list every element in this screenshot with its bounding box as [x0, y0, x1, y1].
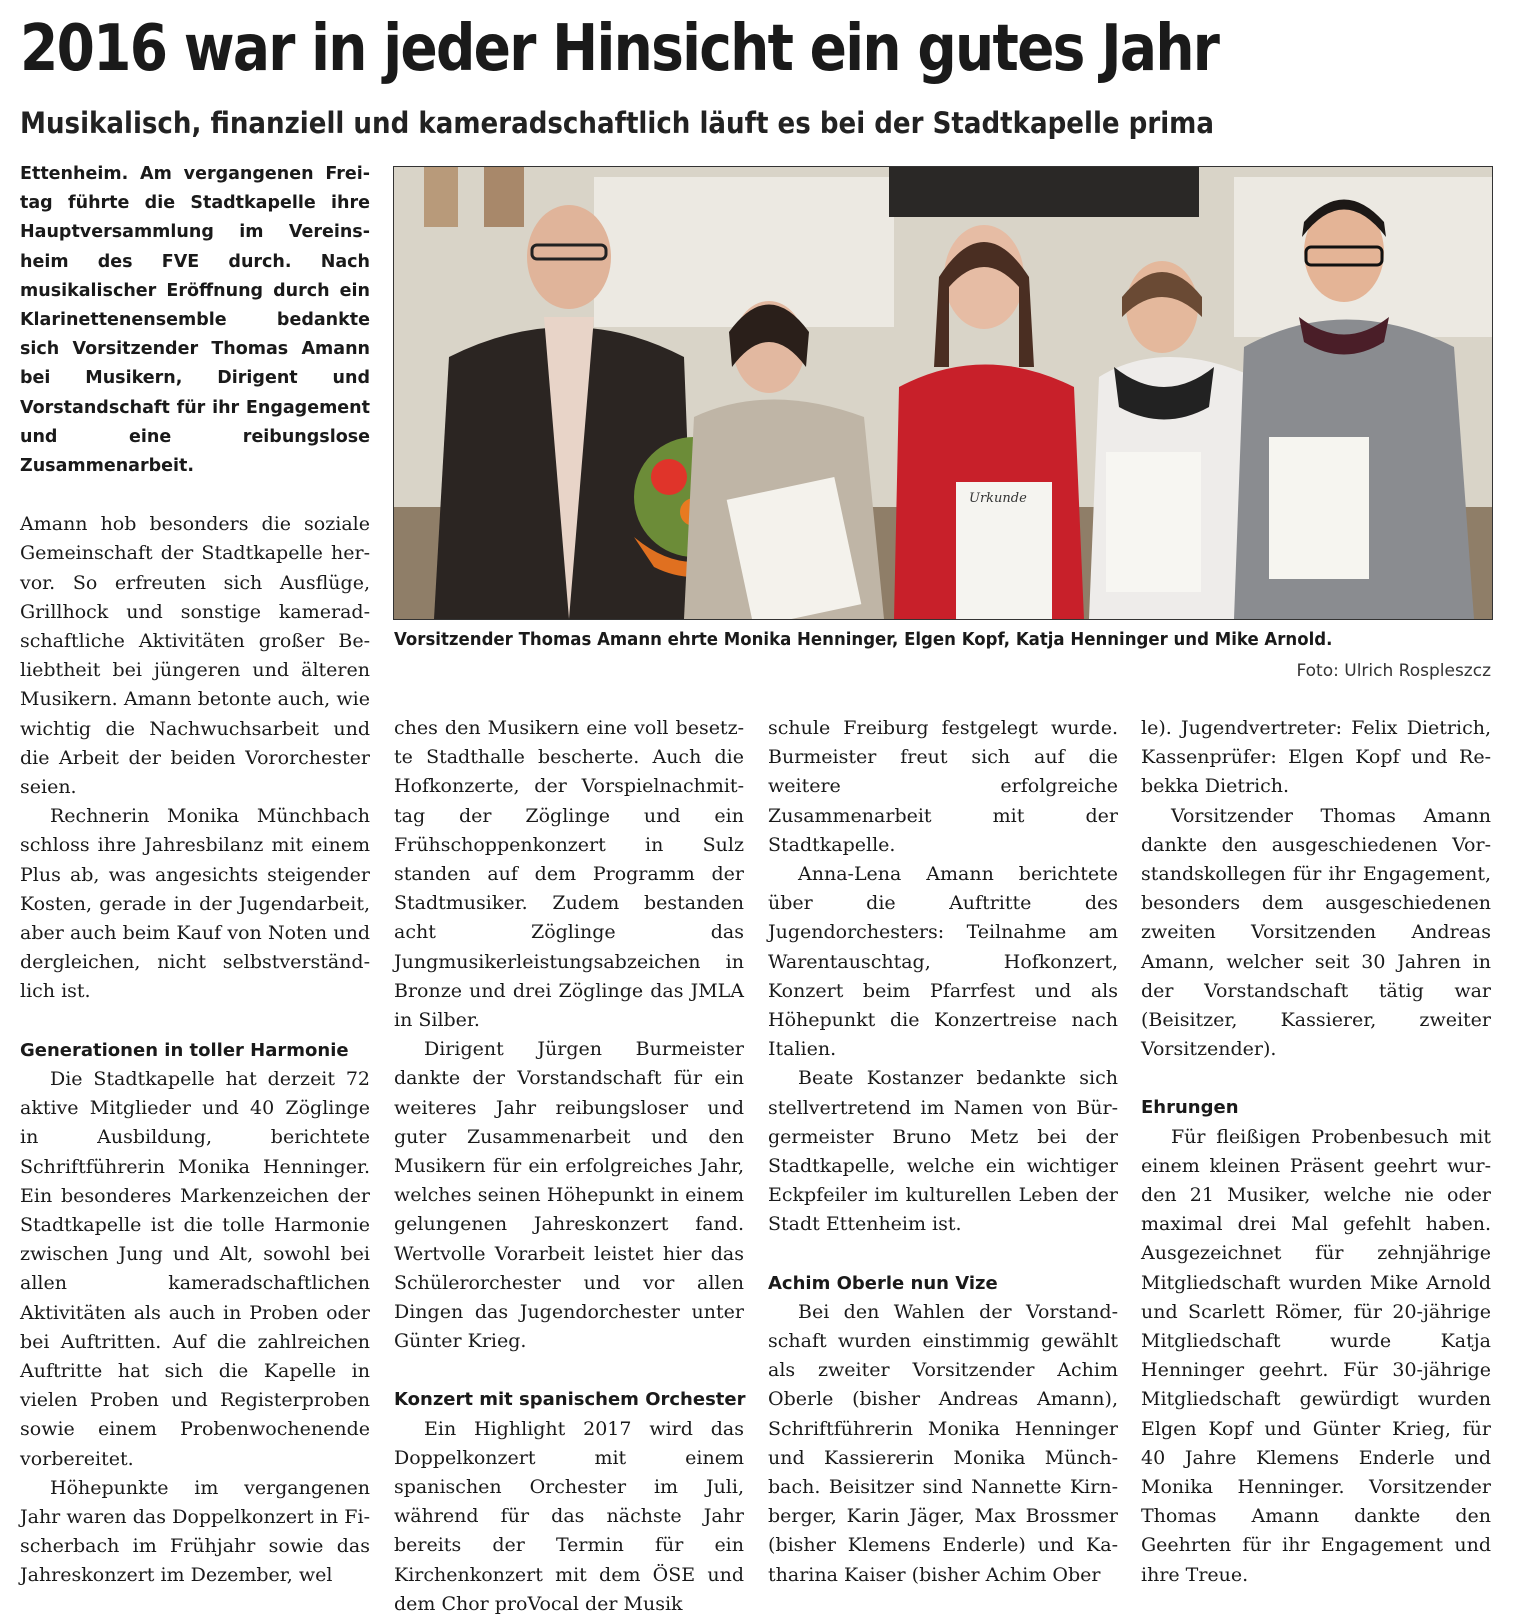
article-column-2: [394, 714, 744, 1619]
paragraph: Bei den Wahlen der Vorstandschaft wurden einstimmig gewählt als zweiter Vorsitzender Achim Oberle (bisher Andreas Amann), Schriftführerin Monika Henninger und Kassiererin Monika Münchbach. Beisitzer sind Nannette Kirnberger, Karin Jäger, Max Brossmer (bisher Klemens Enderle) und Katharina Kaiser (bisher Achim Ober: [768, 1300, 1118, 1586]
paragraph: Amann hob besonders die soziale Gemeinschaft der Stadtkapelle hervor. So erfreuten sich Ausflüge, Grillhock und sonstige kameradschaftliche Aktivitäten großer Beliebtheit bei jüngeren und älteren Musikern. Amann betonte auch, wie wichtig die Nachwuchsarbeit und die Arbeit der beiden Vororchester seien.: [20, 513, 370, 799]
lead-paragraph: Ettenheim. Am vergangenen Freitag führte die Stadtkapelle ihre Hauptversammlung im Vereinsheim des FVE durch. Nach musikalischer Eröffnung durch ein Klarinettenensemble bedankte sich Vorsitzender Thomas Amann bei Musikern, Dirigent und Vorstandschaft für ihr Engagement und eine reibungslose Zusammenarbeit.: [20, 164, 370, 477]
certificate-text: Urkunde: [969, 491, 1027, 506]
paragraph: le). Jugendvertreter: Felix Dietrich, Kassenprüfer: Elgen Kopf und Rebekka Dietrich.: [1141, 717, 1491, 798]
article-column-4: [1141, 714, 1491, 1590]
article-photo: [393, 166, 1493, 620]
paragraph: Für fleißigen Probenbesuch mit einem kleinen Präsent geehrt wurden 21 Musiker, welche nie oder maximal drei Mal gefehlt haben. Ausgezeichnet für zehnjährige Mitgliedschaft wurden Mike Arnold und Scarlett Römer, für 20-jährige Mitgliedschaft wurde Katja Henninger geehrt. Für 30-jährige Mitgliedschaft gewürdigt wurden Elgen Kopf und Günter Krieg, für 40 Jahre Klemens Enderle und Monika Henninger. Vorsitzender Thomas Amann dankte den Geehrten für ihr Engagement und ihre Treue.: [1141, 1125, 1491, 1586]
paragraph: Ein Highlight 2017 wird das Doppelkonzert mit einem spanischen Orchester im Juli, während für das nächste Jahr bereits der Termin für ein Kirchenkonzert mit dem ÖSE und dem Chor proVocal der Musik: [394, 1417, 744, 1615]
paragraph: Dirigent Jürgen Burmeister dankte der Vorstandschaft für ein weiteres Jahr reibungsloser und guter Zusammenarbeit und den Musikern für ein erfolgreiches Jahr, welches seinen Höhepunkt in einem gelungenen Jahreskonzert fand. Wertvolle Vorarbeit leistet hier das Schülerorchester und vor allen Dingen das Jugendorchester unter Günter Krieg.: [394, 1038, 744, 1353]
paragraph: ches den Musikern eine voll besetzte Stadthalle bescherte. Auch die Hofkonzerte, der Vorspielnachmittag der Zöglinge und ein Frühschoppenkonzert in Sulz standen auf dem Programm der Stadtmusiker. Zudem bestanden acht Zöglinge das Jungmusikerleistungsabzeichen in Bronze und drei Zöglinge das JMLA in Silber.: [394, 717, 744, 1032]
paragraph: Beate Kostanzer bedankte sich stellvertretend im Namen von Bürgermeister Bruno Metz bei der Stadtkapelle, welche ein wichtiger Eckpfeiler im kulturellen Leben der Stadt Ettenheim ist.: [768, 1067, 1118, 1236]
paragraph: Anna-Lena Amann berichtete über die Auftritte des Jugendorchesters: Teilnahme am Warentauschtag, Hofkonzert, Konzert beim Pfarrfest und als Höhepunkt die Konzertreise nach Italien.: [768, 863, 1118, 1061]
paragraph: Die Stadtkapelle hat derzeit 72 aktive Mitglieder und 40 Zöglinge in Ausbildung, berichtete Schriftführerin Monika Henninger. Ein besonderes Markenzeichen der Stadtkapelle ist die tolle Harmonie zwischen Jung und Alt, sowohl bei allen kameradschaftlichen Aktivitäten als auch in Proben oder bei Auftritten. Auf die zahlreichen Auftritte hat sich die Kapelle in vielen Proben und Registerproben sowie einem Probenwochenende vorbereitet.: [20, 1067, 370, 1470]
section-heading: Ehrungen: [1141, 1097, 1239, 1119]
paragraph: schule Freiburg festgelegt wurde. Burmeister freut sich auf die weitere erfolgreiche Zusammenarbeit mit der Stadtkapelle.: [768, 717, 1118, 856]
section-heading: Generationen in toller Harmonie: [20, 1039, 349, 1061]
photo-credit: Foto: Ulrich Rospleszcz: [1296, 661, 1491, 681]
headline: 2016 war in jeder Hinsicht ein gutes Jahr: [20, 12, 1219, 86]
paragraph: Vorsitzender Thomas Amann dankte den ausgeschiedenen Vorstandskollegen für ihr Engagement, besonders dem ausgeschiedenen zweiten Vorsitzenden Andreas Amann, welcher seit 30 Jahren in der Vorstandschaft tätig war (Beisitzer, Kassierer, zweiter Vorsitzender).: [1141, 804, 1491, 1061]
photo-caption: Vorsitzender Thomas Amann ehrte Monika Henninger, Elgen Kopf, Katja Henninger und Mike Arnold.: [394, 629, 1333, 650]
subheadline: Musikalisch, finanziell und kameradschaftlich läuft es bei der Stadtkapelle prima: [20, 106, 1214, 140]
section-heading: Konzert mit spanischem Orchester: [394, 1389, 746, 1411]
group-photo-illustration: [394, 167, 1492, 619]
article-column-1: [20, 160, 370, 1591]
article-column-3: [768, 714, 1118, 1590]
paragraph: Höhepunkte im vergangenen Jahr waren das Doppelkonzert in Fischerbach im Frühjahr sowie das Jahreskonzert im Dezember, wel: [20, 1476, 370, 1587]
section-heading: Achim Oberle nun Vize: [768, 1272, 998, 1294]
paragraph: Rechnerin Monika Münchbach schloss ihre Jahresbilanz mit einem Plus ab, was angesichts steigender Kosten, gerade in der Jugendarbeit, aber auch beim Kauf von Noten und dergleichen, nicht selbstverständlich ist.: [20, 805, 370, 1003]
